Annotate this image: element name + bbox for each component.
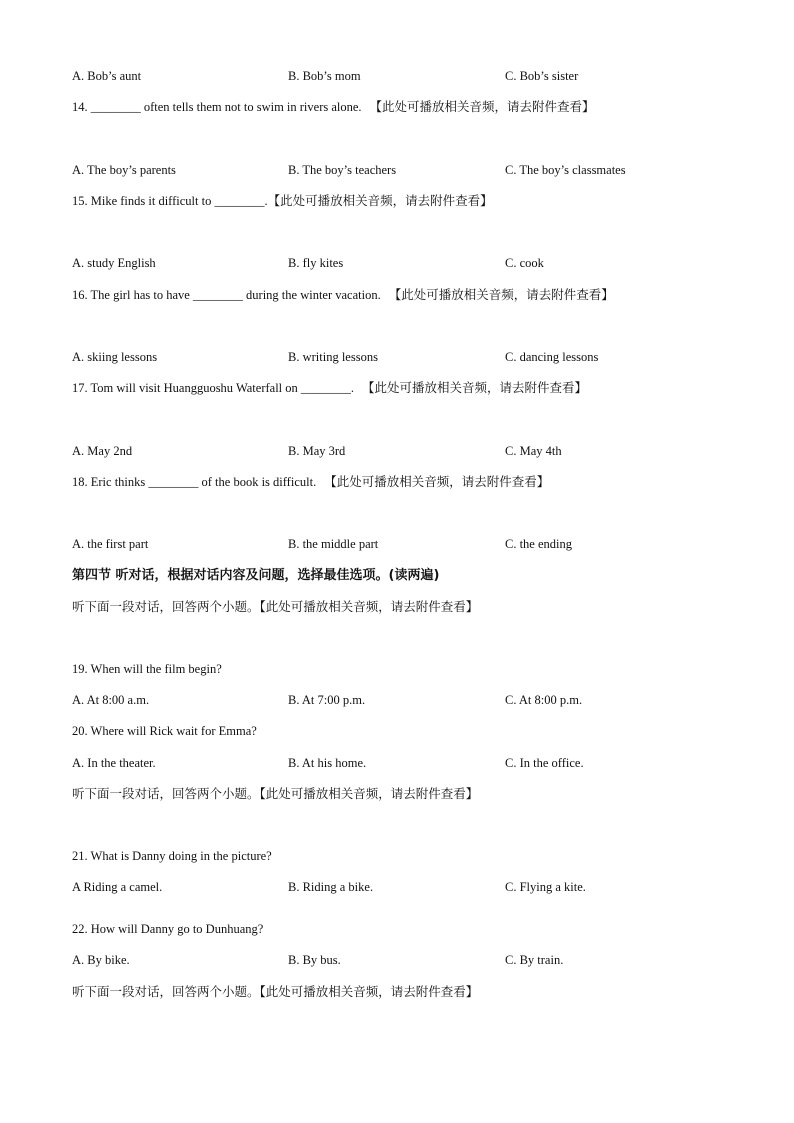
dialogue-intro-3 (72, 983, 478, 1001)
question-17-option-a: A. May 2nd (72, 444, 133, 458)
audio-note[interactable]: 【此处可播放相关音频，请去附件查看】 (259, 599, 479, 614)
question-18 (72, 473, 549, 491)
question-21-option-a: A Riding a camel. (72, 880, 163, 894)
question-15-stem: 15. Mike finds it difficult to ________. (72, 194, 268, 208)
question-17-option-b: B. May 3rd (288, 444, 346, 458)
question-15-option-c: C. cook (505, 256, 544, 270)
question-19-option-c: C. At 8:00 p.m. (505, 693, 583, 707)
question-21-option-b: B. Riding a bike. (288, 880, 374, 894)
audio-note[interactable]: 【此处可播放相关音频，请去附件查看】 (259, 786, 479, 801)
question-16-option-c: C. dancing lessons (505, 350, 599, 364)
question-20-option-c: C. In the office. (505, 756, 584, 770)
q13-option-b: B. Bob’s mom (288, 69, 361, 83)
q13-option-c: C. Bob’s sister (505, 69, 579, 83)
question-14-option-b: B. The boy’s teachers (288, 163, 397, 177)
question-15 (72, 192, 493, 210)
question-14-option-a: A. The boy’s parents (72, 163, 176, 177)
question-15-option-a: A. study English (72, 256, 156, 270)
section-4-title: 第四节 听对话，根据对话内容及问题，选择最佳选项。(读两遍) (72, 568, 440, 583)
question-16-option-a: A. skiing lessons (72, 350, 158, 364)
audio-note[interactable]: 【此处可播放相关音频，请去附件查看】 (369, 99, 595, 114)
question-22-option-c: C. By train. (505, 953, 564, 967)
question-22-option-b: B. By bus. (288, 953, 341, 967)
question-14 (72, 98, 595, 116)
question-15-option-b: B. fly kites (288, 256, 344, 270)
question-19-option-b: B. At 7:00 p.m. (288, 693, 366, 707)
audio-note[interactable]: 【此处可播放相关音频，请去附件查看】 (362, 380, 588, 395)
question-16-option-b: B. writing lessons (288, 350, 378, 364)
question-14-stem: 14. ________ often tells them not to swim in rivers alone. (72, 100, 362, 114)
question-20-option-a: A. In the theater. (72, 756, 156, 770)
question-19-stem: 19. When will the film begin? (72, 662, 222, 676)
question-16 (72, 286, 614, 304)
dialogue-intro-text: 听下面一段对话，回答两个小题。 (72, 786, 260, 801)
dialogue-intro-text: 听下面一段对话，回答两个小题。 (72, 984, 260, 999)
question-17-stem: 17. Tom will visit Huangguoshu Waterfall on ________. (72, 381, 355, 395)
question-20-option-b: B. At his home. (288, 756, 367, 770)
question-20-stem: 20. Where will Rick wait for Emma? (72, 724, 257, 738)
audio-note[interactable]: 【此处可播放相关音频，请去附件查看】 (259, 984, 479, 999)
question-18-option-c: C. the ending (505, 537, 573, 551)
audio-note[interactable]: 【此处可播放相关音频，请去附件查看】 (324, 474, 550, 489)
dialogue-intro-1 (72, 598, 478, 616)
question-14-option-c: C. The boy’s classmates (505, 163, 626, 177)
question-19-option-a: A. At 8:00 a.m. (72, 693, 150, 707)
question-17-option-c: C. May 4th (505, 444, 562, 458)
audio-note[interactable]: 【此处可播放相关音频，请去附件查看】 (267, 193, 493, 208)
question-21-stem: 21. What is Danny doing in the picture? (72, 849, 272, 863)
question-17 (72, 379, 587, 397)
question-21-option-c: C. Flying a kite. (505, 880, 586, 894)
dialogue-intro-text: 听下面一段对话，回答两个小题。 (72, 599, 260, 614)
q13-option-a: A. Bob’s aunt (72, 69, 142, 83)
question-22-stem: 22. How will Danny go to Dunhuang? (72, 922, 264, 936)
question-16-stem: 16. The girl has to have ________ during the winter vacation. (72, 288, 381, 302)
audio-note[interactable]: 【此处可播放相关音频，请去附件查看】 (388, 287, 614, 302)
question-18-stem: 18. Eric thinks ________ of the book is difficult. (72, 475, 317, 489)
question-18-option-a: A. the first part (72, 537, 149, 551)
question-18-option-b: B. the middle part (288, 537, 379, 551)
dialogue-intro-2 (72, 785, 478, 803)
question-22-option-a: A. By bike. (72, 953, 130, 967)
